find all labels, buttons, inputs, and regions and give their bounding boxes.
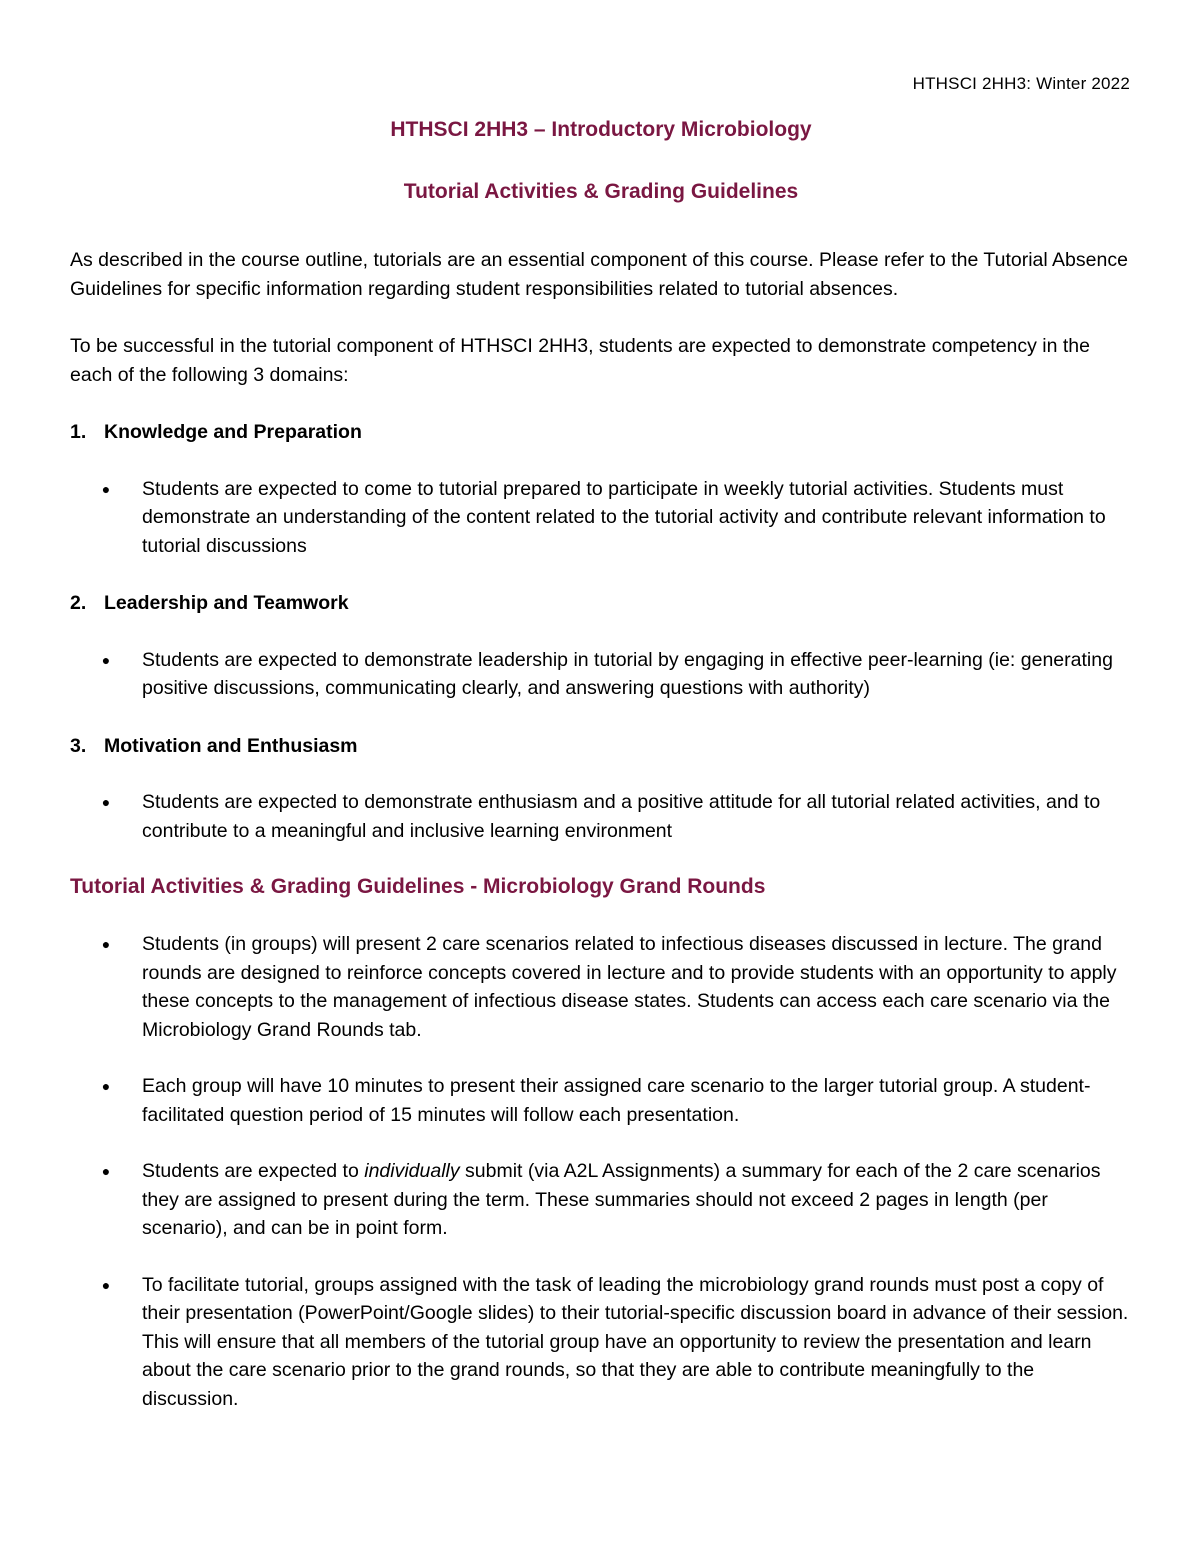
bullet-dot-icon: ● [101,1276,111,1293]
bullet-dot-icon: ● [101,1163,111,1179]
emphasis-text: individually [364,1160,460,1182]
domain-title: Motivation and Enthusiasm [104,734,358,757]
list-item-text: Students are expected to demonstrate enthusiasm and a positive attitude for all tutorial related activities, and to contribute to a meaningful and inclusive learning environment [142,791,1101,842]
list-item [70,1072,1132,1129]
domain-leadership-teamwork [70,589,1132,703]
intro-paragraph: As described in the course outline, tutorials are an essential component of this course. Please refer to the Tutorial Absence Guidelines for specific information regarding student responsibilities related to tutorial absences. [70,249,1128,300]
bullet-dot-icon: ● [101,651,111,668]
bullet-dot-icon: ● [101,1078,111,1094]
grand-rounds-bullet-list [70,930,1132,1413]
domain-heading [70,732,1132,761]
domain-title: Knowledge and Preparation [104,421,362,443]
text-run: submit (via A2L Assignments) a summary for each of the 2 care scenarios they are assigned to present during the term. These summaries should not exceed 2 pages in length (per scenario), and can be in point form. [142,1160,1101,1239]
domain-title: Leadership and Teamwork [104,592,349,614]
list-item-text: Each group will have 10 minutes to present their assigned care scenario to the larger tutorial group. A student-facilitated question period of 15 minutes will follow each presentation. [142,1075,1091,1126]
list-item-text: Students are expected to come to tutorial prepared to participate in weekly tutorial activities. Students must demonstrate an understanding of the content related to the tutorial activity and contribute relevant information to tutorial discussions [142,477,1106,557]
domain-bullet-list [70,788,1132,845]
expectation-paragraph: To be successful in the tutorial component of HTHSCI 2HH3, students are expected to demonstrate competency in the each of the following 3 domains: [70,335,1090,386]
domain-number: 3. [70,734,87,757]
list-item [70,1157,1132,1243]
bullet-dot-icon: ● [101,936,111,952]
domain-bullet-list [70,475,1132,561]
domain-knowledge-preparation [70,418,1132,560]
list-item-text: Students are expected to demonstrate leadership in tutorial by engaging in effective peer-learning (ie: generating positive discussions, communicating clearly, and answering questions with authority) [142,648,1113,699]
list-item-text [142,1157,1132,1243]
domain-heading [70,418,1132,447]
document-subtitle: Tutorial Activities & Grading Guidelines [403,180,799,203]
bullet-dot-icon: ● [101,794,111,810]
bullet-dot-icon: ● [101,480,111,497]
list-item-text: To facilitate tutorial, groups assigned with the task of leading the microbiology grand rounds must post a copy of their presentation (PowerPoint/Google slides) to their tutorial-specific discussion board in advance of their session. This will ensure that all members of the tutorial group have an opportunity to review the presentation and learn about the care scenario prior to the grand rounds, so that they are able to contribute meaningfully to the discussion. [142,1273,1129,1410]
list-item [70,475,1132,561]
list-item [70,1271,1132,1414]
domain-number: 1. [70,421,87,443]
running-header: HTHSCI 2HH3: Winter 2022 [912,74,1130,93]
list-item [70,930,1132,1044]
list-item [70,788,1132,845]
document-body [70,110,1132,1413]
domain-number: 2. [70,592,87,614]
domain-motivation-enthusiasm [70,732,1132,846]
grand-rounds-heading: Tutorial Activities & Grading Guidelines - Microbiology Grand Rounds [70,875,766,898]
list-item-text: Students (in groups) will present 2 care scenarios related to infectious diseases discussed in lecture. The grand rounds are designed to reinforce concepts covered in lecture and to provide students with an opportunity to apply these concepts to the management of infectious disease states. Students can access each care scenario via the Microbiology Grand Rounds tab. [142,933,1117,1041]
domain-heading [70,589,1132,618]
domain-bullet-list [70,646,1132,703]
document-title: HTHSCI 2HH3 – Introductory Microbiology [390,118,812,141]
list-item [70,646,1132,703]
text-run: Students are expected to [142,1160,365,1182]
